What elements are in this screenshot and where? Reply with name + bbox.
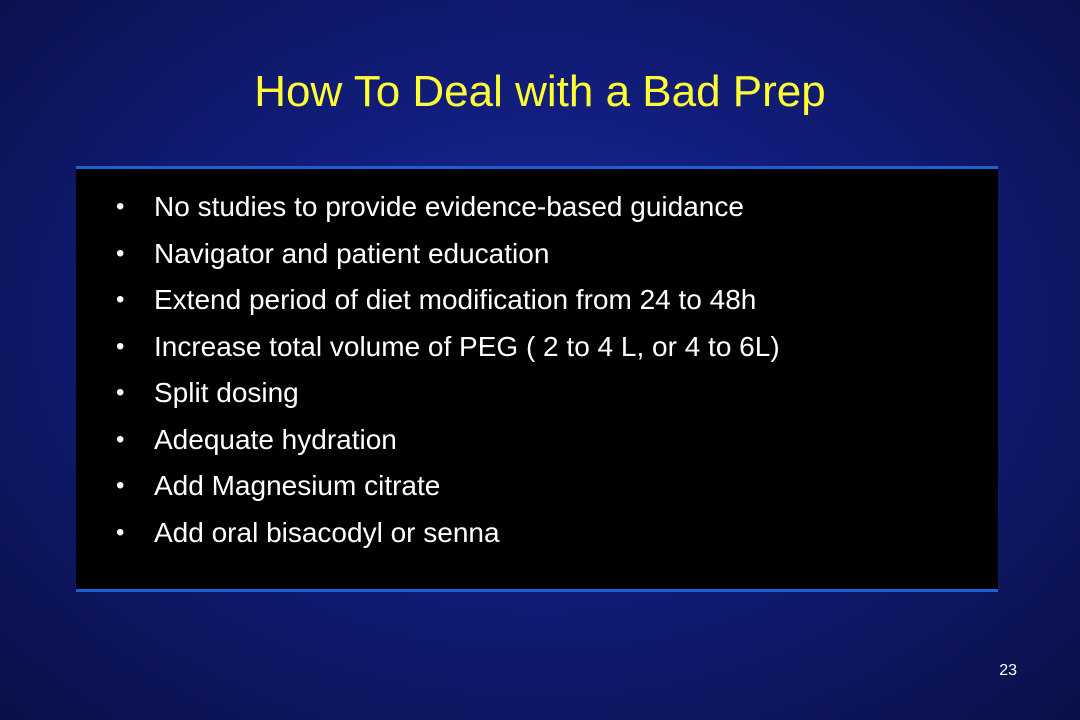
- bullet-dot-icon: •: [116, 193, 125, 220]
- bullet-item: [116, 469, 780, 516]
- bullet-dot-icon: •: [116, 472, 125, 499]
- bullet-item: [116, 330, 780, 377]
- bullet-dot-icon: •: [116, 239, 125, 267]
- bullet-text: Extend period of diet modification from 24 to 48h: [154, 284, 757, 315]
- bullet-dot-icon: •: [116, 379, 125, 406]
- bullet-item: [116, 283, 780, 330]
- bullet-item: [116, 190, 780, 237]
- bullet-text: Adequate hydration: [154, 423, 397, 455]
- bullet-text: Add oral bisacodyl or senna: [154, 516, 500, 548]
- bullet-item: [116, 423, 780, 470]
- page-number: 23: [999, 662, 1017, 679]
- bullet-list: [116, 190, 780, 562]
- bullet-text: No studies to provide evidence-based guidance: [154, 191, 744, 222]
- bullet-dot-icon: •: [116, 425, 125, 453]
- bullet-dot-icon: •: [116, 518, 125, 546]
- bullet-text: Navigator and patient education: [154, 237, 550, 269]
- content-box: [76, 166, 998, 592]
- bullet-item: [116, 237, 780, 284]
- bullet-text: Split dosing: [154, 377, 299, 408]
- bullet-text: Add Magnesium citrate: [154, 470, 441, 501]
- bullet-text: Increase total volume of PEG ( 2 to 4 L, or 4 to 6L): [154, 330, 780, 362]
- bullet-item: [116, 516, 780, 563]
- bullet-dot-icon: •: [116, 286, 125, 313]
- bullet-dot-icon: •: [116, 332, 125, 360]
- bullet-item: [116, 376, 780, 423]
- slide-title: How To Deal with a Bad Prep: [254, 67, 826, 116]
